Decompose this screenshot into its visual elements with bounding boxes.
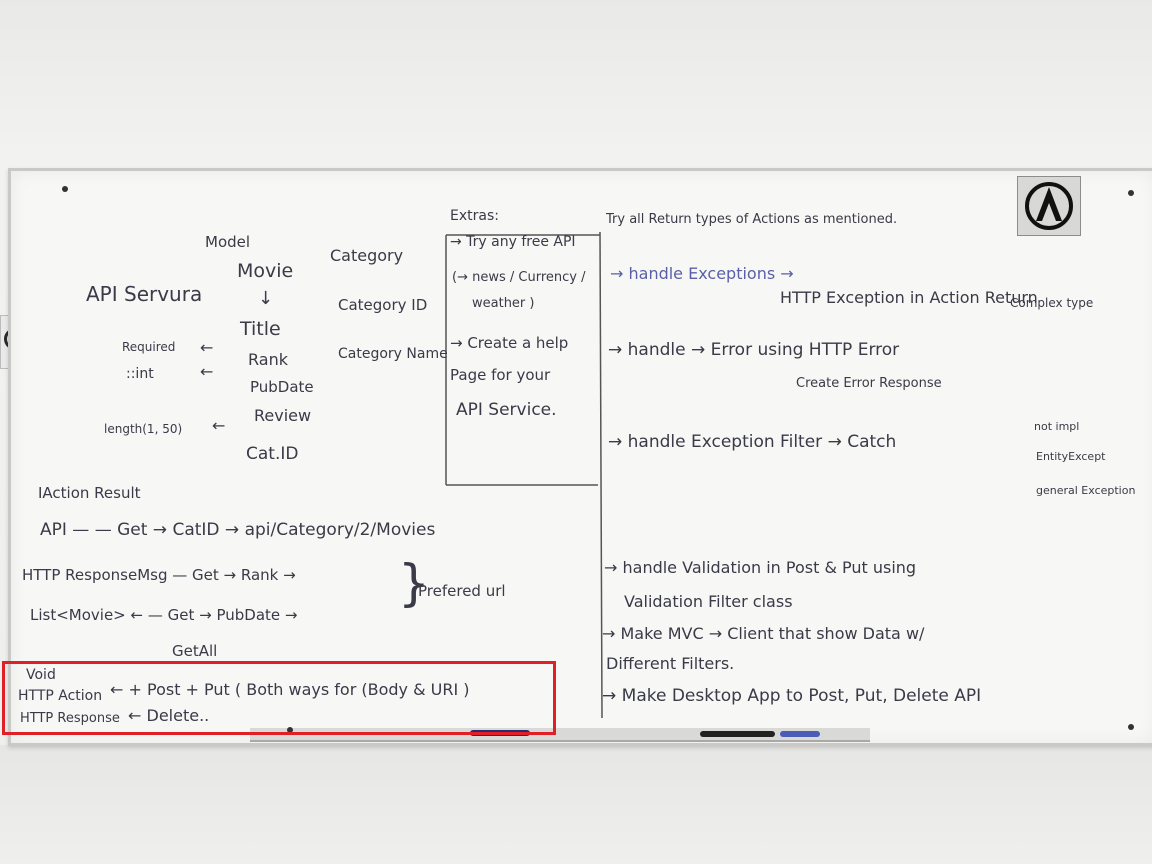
highlight-box: [2, 661, 556, 735]
required-note: Required: [122, 340, 176, 354]
extras-title: Extras:: [450, 208, 499, 224]
extras-line: weather ): [472, 296, 535, 311]
api-get-row: API — — Get → CatID → api/Category/2/Movies: [40, 520, 436, 540]
category-id-field: Category ID: [338, 296, 428, 314]
arrow: ←: [200, 362, 214, 381]
not-impl-note: not impl: [1034, 420, 1080, 433]
category-label: Category: [330, 246, 404, 265]
http-get-row: HTTP ResponseMsg — Get → Rank →: [22, 566, 296, 584]
extras-line: API Service.: [456, 400, 557, 420]
review-field: Review: [254, 406, 312, 425]
title-field: Title: [240, 318, 281, 340]
int-note: ::int: [126, 366, 154, 382]
right-heading: Try all Return types of Actions as mentioned.: [606, 212, 898, 227]
brace: }: [398, 554, 430, 612]
preferred-url-label: Prefered url: [418, 582, 506, 600]
getall-label: GetAll: [172, 642, 218, 660]
extras-line: → Create a help: [450, 334, 569, 352]
extras-line: (→ news / Currency /: [452, 270, 586, 285]
api-service-label: API Servura: [86, 282, 203, 306]
iaction-result-label: IAction Result: [38, 484, 141, 502]
arrow: ←: [212, 416, 226, 435]
delete-line: ← Delete..: [128, 706, 210, 725]
down-arrow: ↓: [258, 288, 274, 309]
mvc-line: → Make MVC → Client that show Data w/: [602, 624, 925, 643]
model-label: Model: [205, 233, 251, 251]
entity-exception-note: EntityExcept: [1036, 450, 1106, 463]
extras-line: Page for your: [450, 366, 551, 384]
exceptions-line: → handle Exceptions →: [610, 264, 794, 283]
extras-line: → Try any free API: [450, 234, 576, 250]
rank-field: Rank: [248, 350, 288, 369]
http-action-label: HTTP Action: [18, 688, 103, 704]
error-line: → handle → Error using HTTP Error: [608, 340, 900, 360]
complex-type-note: Complex type: [1010, 296, 1094, 310]
create-error-note: Create Error Response: [796, 376, 942, 391]
different-filters-line: Different Filters.: [606, 654, 735, 673]
category-name-field: Category Name: [338, 346, 448, 362]
pubdate-field: PubDate: [250, 378, 314, 396]
catid-field: Cat.ID: [246, 444, 299, 464]
post-put-line: ← + Post + Put ( Both ways for (Body & URI ): [110, 680, 470, 699]
movie-label: Movie: [237, 260, 294, 282]
void-label: Void: [26, 667, 56, 683]
list-get-row: List<Movie> ← — Get → PubDate →: [30, 606, 298, 624]
http-exception-line: HTTP Exception in Action Return: [780, 288, 1038, 307]
general-exception-note: general Exception: [1036, 484, 1136, 497]
length-note: length(1, 50): [104, 422, 183, 436]
exception-filter-line: → handle Exception Filter → Catch: [608, 432, 897, 452]
http-response-label: HTTP Response: [20, 711, 120, 726]
arrow: ←: [200, 338, 214, 357]
validation-filter-line: Validation Filter class: [624, 592, 793, 611]
validation-line: → handle Validation in Post & Put using: [604, 558, 917, 577]
desktop-app-line: → Make Desktop App to Post, Put, Delete API: [602, 686, 982, 706]
